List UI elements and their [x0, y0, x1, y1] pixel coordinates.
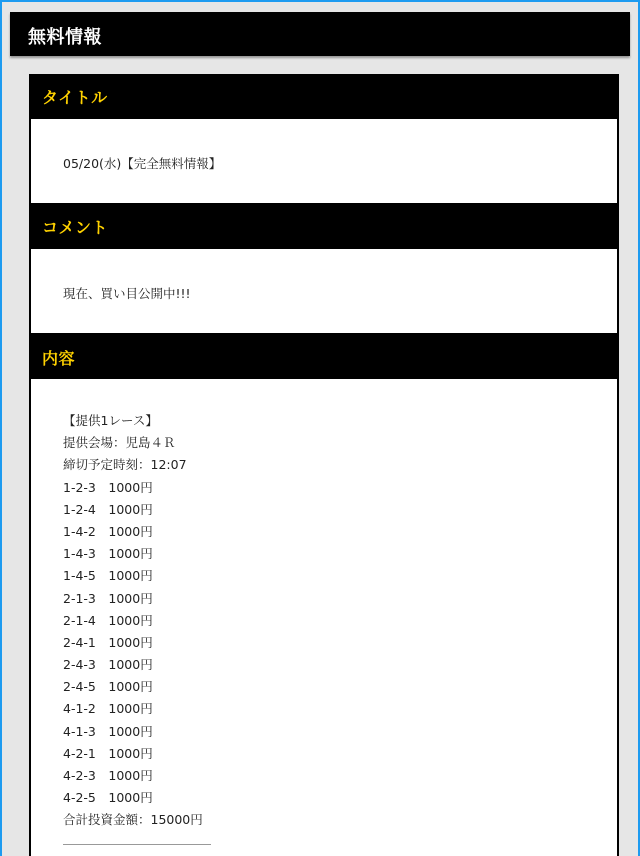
content-line: 2-4-5 1000円: [63, 679, 153, 695]
content-line: 1-2-4 1000円: [63, 501, 153, 517]
comment-section-body: [31, 249, 617, 333]
content-section-heading: 内容: [42, 349, 76, 368]
content-line: 4-1-3 1000円: [63, 723, 153, 739]
title-section-body: [31, 119, 617, 203]
content-line: 4-2-5 1000円: [63, 790, 153, 806]
title-section-heading: タイトル: [42, 88, 108, 107]
title-text: 05/20(水)【完全無料情報】: [63, 156, 222, 171]
content-line: 4-2-1 1000円: [63, 745, 153, 761]
content-line: 合計投資金額：15000円: [63, 812, 203, 828]
page-title: 無料情報: [28, 27, 102, 48]
content-lines: [63, 410, 203, 832]
content-line: 締切予定時刻：12:07: [63, 457, 187, 473]
comment-section-heading: コメント: [42, 218, 109, 237]
content-line: 2-1-4 1000円: [63, 612, 153, 628]
content-line: 4-2-3 1000円: [63, 768, 153, 783]
info-panel: [29, 74, 619, 856]
title-section-header: [31, 74, 617, 116]
content-line: 提供会場：児島４Ｒ: [63, 435, 176, 451]
content-line: 4-1-2 1000円: [63, 701, 153, 717]
content-line: 1-4-3 1000円: [63, 546, 153, 562]
content-line: 2-1-3 1000円: [63, 590, 153, 606]
content-line: 2-4-3 1000円: [63, 657, 153, 673]
content-line: 1-4-5 1000円: [63, 568, 153, 584]
comment-text: 現在、買い目公開中!!!: [63, 286, 191, 301]
page-header: [10, 12, 630, 56]
comment-section-header: [31, 204, 617, 246]
content-section-body: [31, 379, 617, 856]
content-line: 【提供1レース】: [63, 413, 158, 428]
content-line: 1-4-2 1000円: [63, 523, 153, 539]
content-line: 2-4-1 1000円: [63, 634, 153, 650]
divider-line: [63, 844, 211, 845]
content-section-header: [31, 335, 617, 377]
content-line: 1-2-3 1000円: [63, 479, 153, 495]
